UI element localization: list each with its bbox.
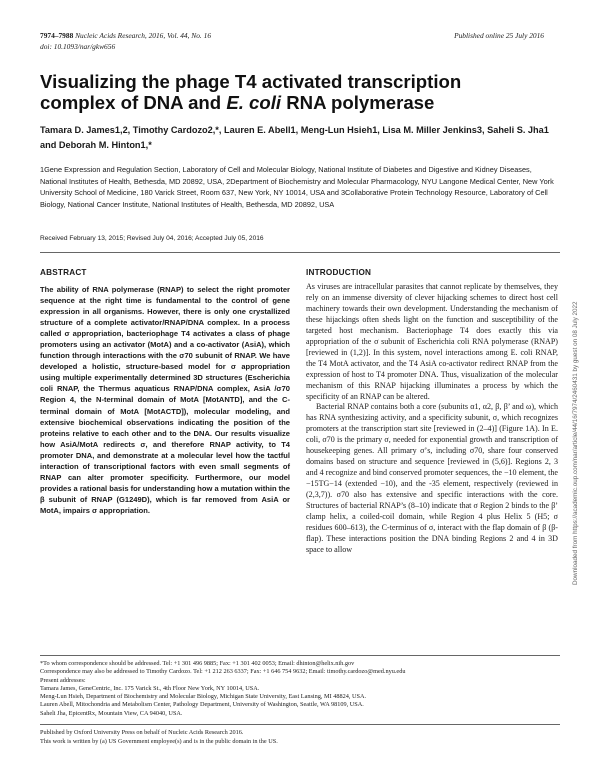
divider	[40, 252, 560, 253]
footnote-address: Tamara James, GeneCentric, Inc. 175 Varick St., 4th Floor New York, NY 10014, USA.	[40, 684, 260, 692]
footnote-correspondence: *To whom correspondence should be addressed. Tel: +1 301 496 9885; Fax: +1 301 402 0053; Email: dhinton@helix.nih.gov	[40, 660, 355, 667]
affiliations: 1Gene Expression and Regulation Section, Laboratory of Cell and Molecular Biology, National Institute of Diabetes and Digestive and Kidney Diseases, National Institutes of Health, Bethesda, MD 20892, USA, 2Department of Biochemistry and Molecular Pharmacology, NYU Langone Medical Center, New York University School of Medicine, 180 Varick Street, Room 637, New York, NY 10014, USA and 3Collaborative Protein Technology Resource, Laboratory of Cell Biology, National Cancer Institute, National Institutes of Health, Bethesda, MD 20892, USA	[40, 165, 554, 209]
introduction-body	[306, 282, 558, 556]
download-watermark: Downloaded from https://academic.oup.com/nar/article/44/16/7974/2460431 by guest on 08 July 2022	[572, 301, 579, 585]
publisher-notice	[40, 729, 560, 747]
publisher-line-1: Published by Oxford University Press on behalf of Nucleic Acids Research 2016.	[40, 729, 244, 736]
journal-citation: 7974–7988 Nucleic Acids Research, 2016, Vol. 44, No. 16	[40, 31, 212, 40]
footnote-address: Lauren Abell, Mitochondria and Metabolism Center, Pathology Department, University of Washington, Seattle, WA 98109, USA.	[40, 701, 364, 709]
introduction-heading: INTRODUCTION	[306, 268, 372, 277]
publisher-line-2: This work is written by (a) US Government employee(s) and is in the public domain in the US.	[40, 737, 278, 745]
intro-paragraph-1: As viruses are intracellular parasites that cannot replicate by themselves, they rely on an immense diversity of clever hijacking schemes to direct host cell machinery towards their own development. Understanding the mechanism of these hijackings often sheds light on the function and susceptibility of the targeted host mechanism. Bacteriophage T4 does exactly this via appropriation of the σ subunit of Escherichia coli RNA polymerase (RNAP) [reviewed in (1,2)]. In this system, novel interactions among E. coli RNAP, the T4 MotA activator, and the T4 AsiA co-activator redirect RNAP from the expression of host to T4 promoter DNA. Thus, visualization of the molecular mechanism of this RNAP hijacking illuminates a process by which the specificity of an RNAP can be altered.	[306, 282, 558, 401]
footnote-address: Meng-Lun Hsieh, Department of Biochemistry and Molecular Biology, Michigan State University, East Lansing, MI 48824, USA.	[40, 693, 367, 700]
footnote-divider	[40, 655, 560, 656]
footnote-present-addresses: Present addresses:	[40, 676, 86, 684]
doi[interactable]: doi: 10.1093/nar/gkw656	[40, 42, 116, 51]
footnote-correspondence-2: Correspondence may also be addressed to Timothy Cardozo. Tel: +1 212 263 6337; Fax: +1 646 754 9632; Email: timothy.cardozo@med.nyu.edu	[40, 668, 406, 676]
author-list: Tamara D. James1,2, Timothy Cardozo2,*, Lauren E. Abell1, Meng-Lun Hsieh1, Lisa M. Miller Jenkins3, Saheli S. Jha1 and Deborah M. Hinton1,*	[40, 125, 549, 150]
received-dates: Received February 13, 2015; Revised July 04, 2016; Accepted July 05, 2016	[40, 235, 264, 242]
publisher-divider	[40, 724, 560, 725]
footnotes	[40, 660, 560, 718]
footnote-address: Saheli Jha, EpicentRx, Mountain View, CA 94040, USA.	[40, 709, 183, 717]
intro-paragraph-2: Bacterial RNAP contains both a core (subunits α1, α2, β, β’ and ω), which has RNA synthesizing activity, and a specificity subunit, σ, which recognizes promoters at the transcription start site [reviewed in (2–4)] (Figure 1A). In E. coli, σ70 is the primary σ, needed for exponential growth and transcription of housekeeping genes. All primary σ’s, including σ70, share four conserved domains based on structure and sequence [reviewed in (5,6)]. Regions 2, 3 and 4 recognize and bind conserved promoter sequences, the −10 element, the −15TG−14 (extended −10), and the -35 element, respectively (reviewed in (2,3,7)). σ70 also has extensive and specific interactions with the core. Structures of bacterial RNAP’s (8–10) indicate that σ Region 2 binds to the β’ clamp helix, a coiled-coil domain, while Region 4 plus Helix 5 (H5; σ residues 600–613), the C-terminus of σ, interact with the flap domain of β (β-flap). These interactions position the DNA binding Regions 2 and 4 in 3D space to allow	[306, 402, 558, 554]
page-title: Visualizing the phage T4 activated transcription complex of DNA and E. coli RNA polymerase	[40, 71, 462, 113]
publication-date: Published online 25 July 2016	[454, 31, 544, 40]
abstract-body: The ability of RNA polymerase (RNAP) to select the right promoter sequence at the right time is fundamental to the control of gene expression in all organisms. However, there is only one crystallized structure of a complete activator/RNAP/DNA complex. In a process called σ appropriation, bacteriophage T4 activates a class of phage promoters using an activator (MotA) and a co-activator (AsiA), which function through interactions with the σ70 subunit of RNAP. We have developed a holistic, structure-based model for σ appropriation using multiple experimentally determined 3D structures (Escherichia coli RNAP, the Thermus aquaticus RNAP/DNA complex, AsiA /σ70 Region 4, the N-terminal domain of MotA [MotANTD], and the C-terminal domain of MotA [MotACTD]), molecular modeling, and extensive biochemical observations indicating the position of the proteins relative to each other and to the DNA. Our results visualize how AsiA/MotA redirects σ, and therefore RNAP activity, to T4 promoter DNA, and demonstrate at a molecular level how the tactful interaction of transcriptional factors with even small segments of RNAP can alter promoter specificity. Furthermore, our model provides a rational basis for understanding how a mutation within the β subunit of RNAP (G1249D), which is far removed from AsiA or MotA, impairs σ appropriation.	[40, 285, 290, 515]
abstract-heading: ABSTRACT	[40, 268, 87, 277]
